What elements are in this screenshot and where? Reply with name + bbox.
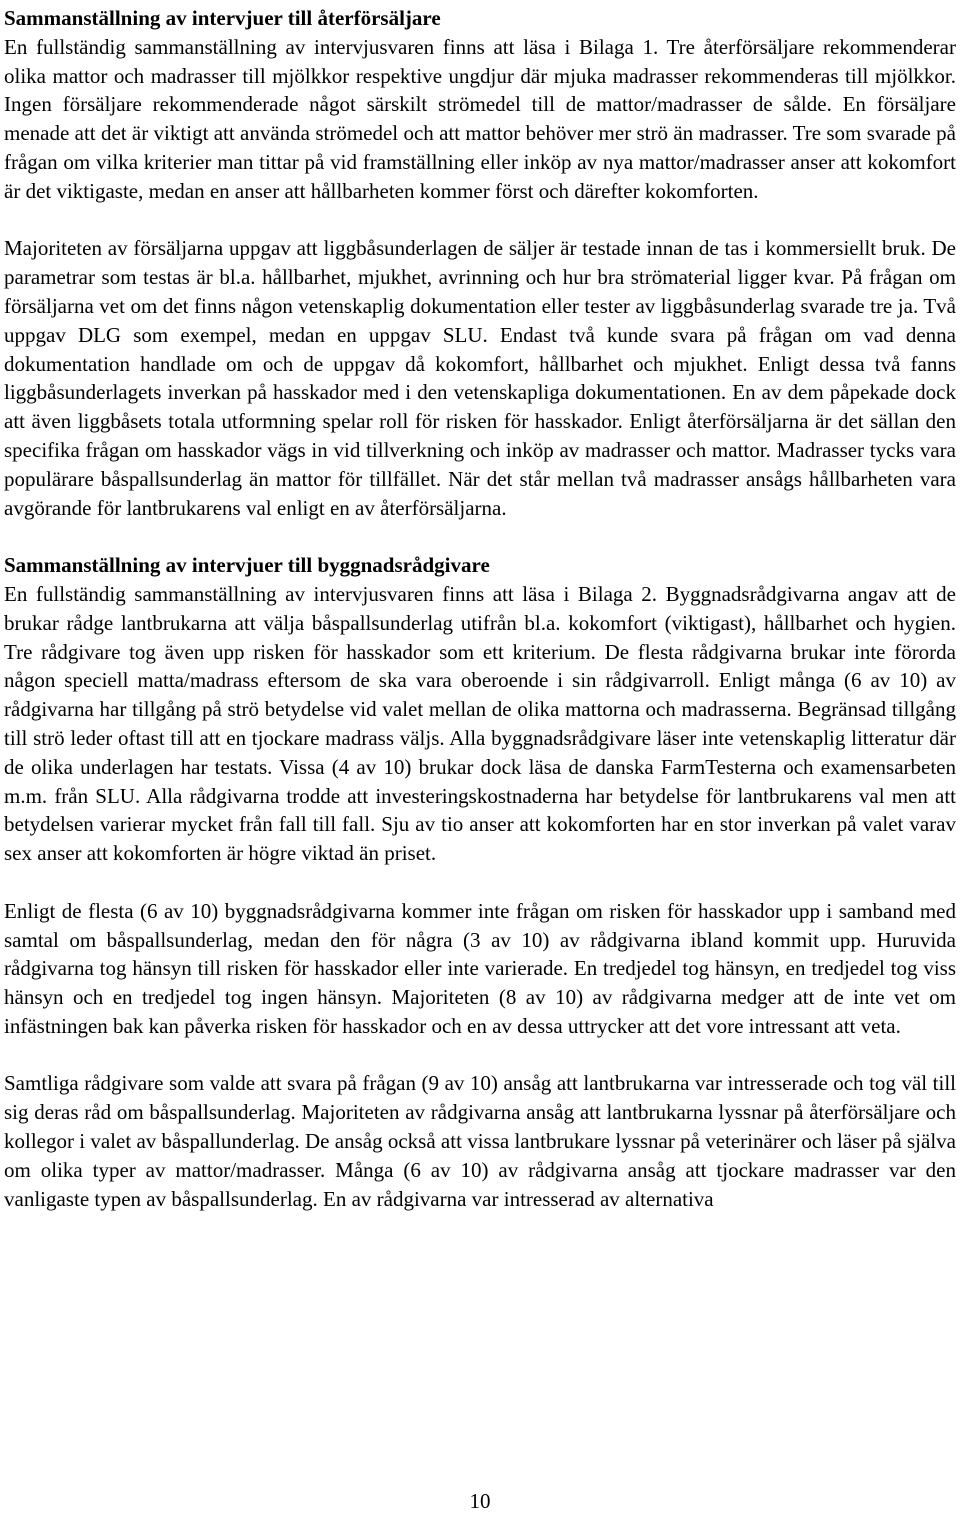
section-heading-retailers: Sammanställning av intervjuer till återförsäljare	[4, 6, 441, 30]
section-heading-advisors: Sammanställning av intervjuer till byggnadsrådgivare	[4, 553, 490, 578]
paragraph-retailers-summary: En fullständig sammanställning av intervjusvaren finns att läsa i Bilaga 1. Tre återförsäljare rekommenderar olika mattor och madrasser till mjölkkor respektive ungdjur där mjuka madrasser rekommenderas till mjölkkor. Ingen försäljare rekommenderade något särskilt strömedel till de mattor/madrasser de sålde. En försäljare menade att det är viktigt att använda strömedel och att mattor behöver mer strö än madrasser. Tre som svarade på frågan om vilka kriterier man tittar på vid framställning eller inköp av nya mattor/madrasser anser att kokomfort är det viktigaste, medan en anser att hållbarheten kommer först och därefter kokomforten.	[4, 34, 956, 203]
paragraph-advisors-hock-injuries: Enligt de flesta (6 av 10) byggnadsrådgivarna kommer inte frågan om risken för hasskador upp i samband med samtal om båspallsunderlag, medan den för några (3 av 10) av rådgivarna ibland kommit upp. Huruvida rådgivarna tog hänsyn till risken för hasskador eller inte varierade. En tredjedel tog hänsyn, en tredjedel tog viss hänsyn och en tredjedel tog ingen hänsyn. Majoriteten (8 av 10) av rådgivarna medger att de inte vet om infästningen bak kan påverka risken för hasskador och en av dessa uttrycker att det vore intressant att veta.	[4, 898, 956, 1038]
paragraph-advisors-farmers: Samtliga rådgivare som valde att svara på frågan (9 av 10) ansåg att lantbrukarna var intresserade och tog väl till sig deras råd om båspallsunderlag. Majoriteten av rådgivarna ansåg att lantbrukarna lyssnar på återförsäljare och kollegor i valet av båspallunderlag. De ansåg också att vissa lantbrukare lyssnar på veterinärer och läser på själva om olika typer av mattor/madrasser. Många (6 av 10) av rådgivarna ansåg att tjockare madrasser var den vanligaste typen av båspallsunderlag. En av rådgivarna var intresserad av alternativa	[4, 1071, 956, 1211]
paragraph-retailers-testing: Majoriteten av försäljarna uppgav att liggbåsunderlagen de säljer är testade innan de tas i kommersiellt bruk. De parametrar som testas är bl.a. hållbarhet, mjukhet, avrinning och hur bra strömaterial ligger kvar. På frågan om försäljarna vet om det finns någon vetenskaplig dokumentation eller tester av liggbåsunderlag svarade tre ja. Två uppgav DLG som exempel, medan en uppgav SLU. Endast två kunde svara på frågan om vad denna dokumentation handlade om och de uppgav då kokomfort, hållbarhet och mjukhet. Enligt dessa två fanns liggbåsunderlagets inverkan på hasskador med i den vetenskapliga dokumentationen. En av dem påpekade dock att även liggbåsets totala utformning spelar roll för risken för hasskador. Enligt återförsäljarna är det sällan den specifika frågan om hasskador vägs in vid tillverkning och inköp av madrasser och mattor. Madrasser tycks vara populärare båspallsunderlag än mattor för tillfället. När det står mellan två madrasser ansågs hållbarheten vara avgörande för lantbrukarens val enligt en av återförsäljarna.	[4, 236, 956, 520]
paragraph-spacer	[4, 206, 956, 235]
page-number: 10	[469, 1489, 491, 1513]
paragraph-spacer	[4, 522, 956, 551]
paragraph-spacer	[4, 1041, 956, 1070]
paragraph-spacer	[4, 868, 956, 897]
document-page	[4, 4, 956, 1213]
paragraph-advisors-summary: En fullständig sammanställning av intervjusvaren finns att läsa i Bilaga 2. Byggnadsrådgivarna angav att de brukar rådge lantbrukarna att välja båspallsunderlag utifrån bl.a. kokomfort (viktigast), hållbarhet och hygien. Tre rådgivare tog även upp risken för hasskador som ett kriterium. De flesta rådgivarna brukar inte förorda någon speciell matta/madrass eftersom de ska vara oberoende i sin rådgivarroll. Enligt många (6 av 10) av rådgivarna har tillgång på strö betydelse vid valet mellan de olika mattorna och madrasserna. Begränsad tillgång till strö leder oftast till att en tjockare madrass väljs. Alla byggnadsrådgivare läser inte vetenskaplig litteratur där de olika underlagen har testats. Vissa (4 av 10) brukar dock läsa de danska FarmTesterna och examensarbeten m.m. från SLU. Alla rådgivarna trodde att investeringskostnaderna har betydelse för lantbrukarens val men att betydelsen varierar mycket från fall till fall. Sju av tio anser att kokomforten har en stor inverkan på valet varav sex anser att kokomforten är högre viktad än priset.	[4, 581, 956, 866]
